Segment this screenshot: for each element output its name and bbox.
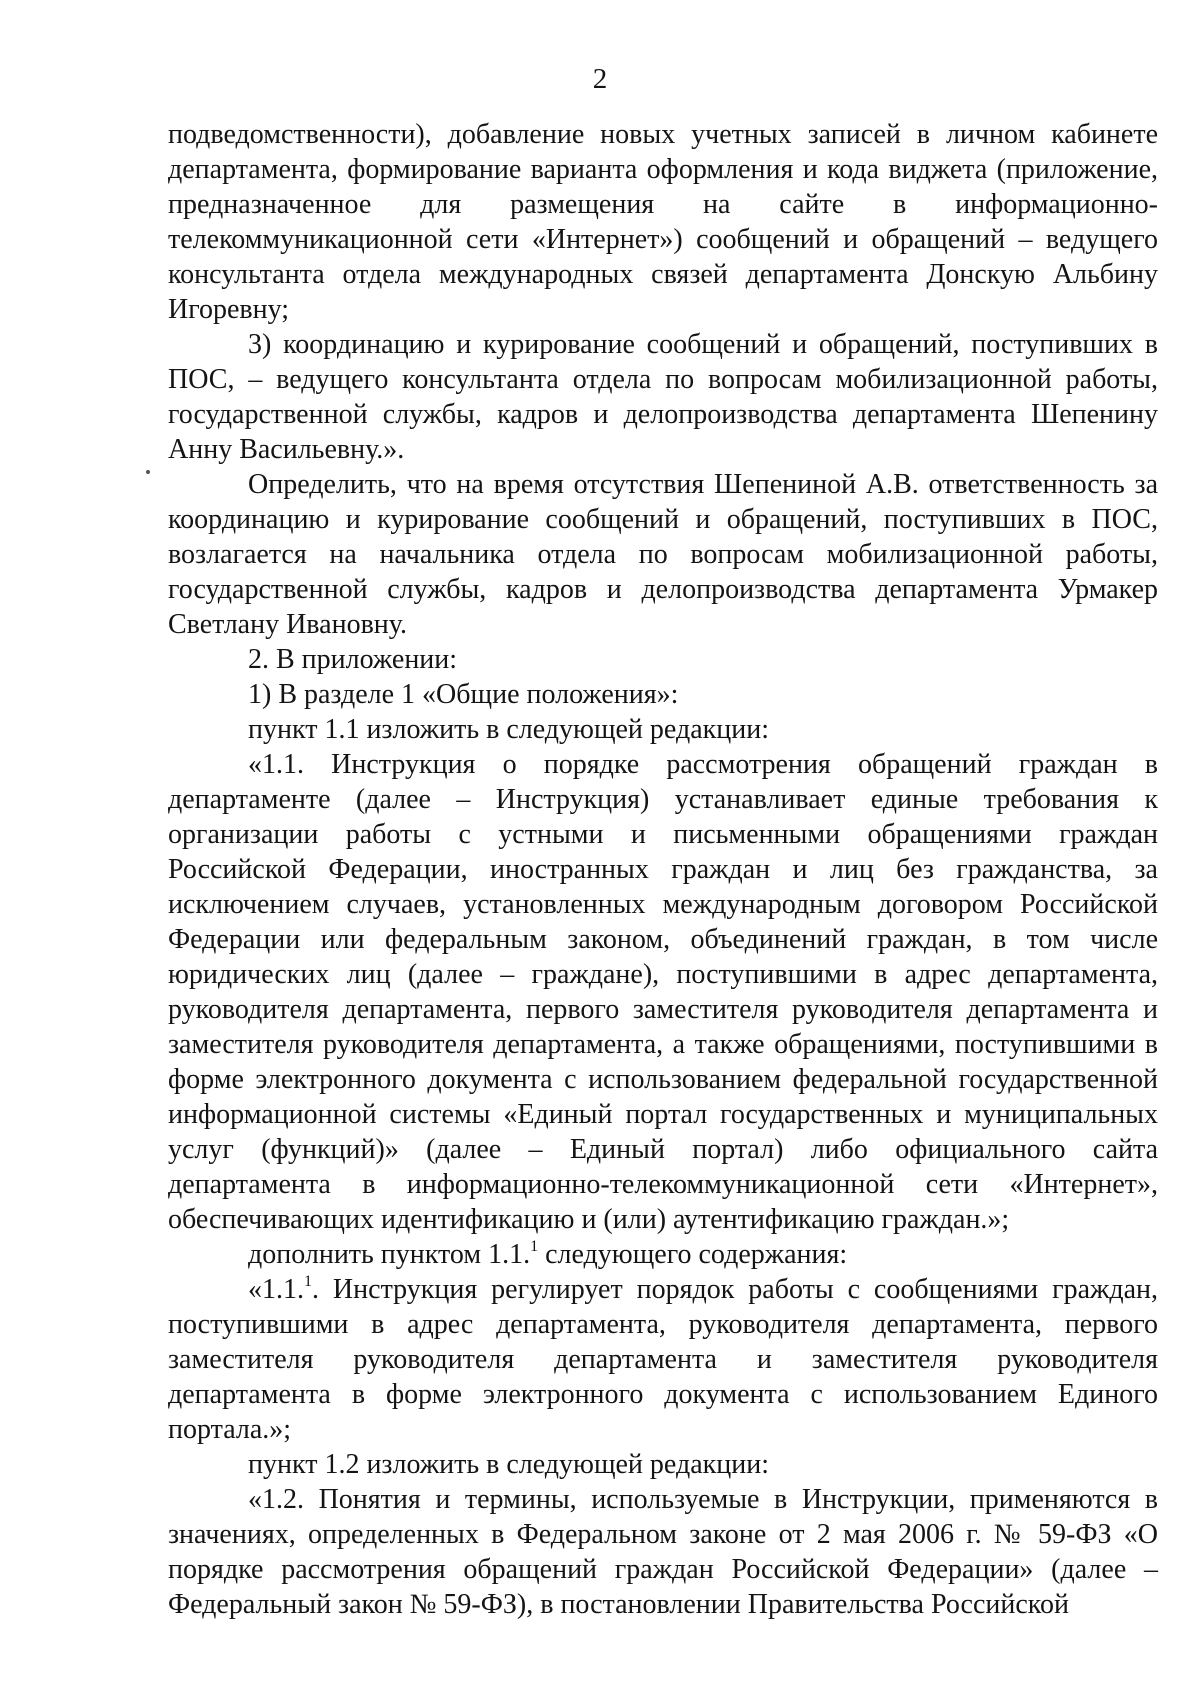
document-body [168, 117, 1158, 1622]
paragraph-point-1-1-1-text [168, 1272, 1158, 1447]
page-number: 2 [592, 63, 608, 95]
text-segment: . Инструкция регулирует порядок работы с сообщениями граждан, поступившими в адрес департамента, руководителя департамента, первого заместителя руководителя департамента и заместителя руководителя департамента в форме электронного документа с использованием Единого портала.»; [168, 1274, 1158, 1445]
paragraph-add-point-1-1-1 [168, 1237, 1158, 1272]
paragraph-item-3-coordination: 3) координацию и курирование сообщений и обращений, поступивших в ПОС, – ведущего консультанта отдела по вопросам мобилизационной работы, государственной службы, кадров и делопроизводства департамента Шепенину Анну Васильевну.». [168, 329, 1158, 465]
paragraph-continuation: подведомственности), добавление новых учетных записей в личном кабинете департамента, формирование варианта оформления и кода виджета (приложение, предназначенное для размещения на сайте в информационно-телекоммуникационной сети «Интернет») сообщений и обращений – ведущего консультанта отдела международных связей департамента Донскую Альбину Игоревну; [168, 119, 1158, 325]
superscript: 1 [530, 1238, 539, 1255]
paragraph-point-1-1-intro: пункт 1.1 изложить в следующей редакции: [248, 714, 769, 745]
paragraph-section-1-heading: 1) В разделе 1 «Общие положения»: [248, 679, 679, 710]
superscript: 1 [304, 1273, 312, 1290]
scan-speck [146, 470, 150, 474]
paragraph-point-1-1-text: «1.1. Инструкция о порядке рассмотрения обращений граждан в департаменте (далее – Инструкция) устанавливает единые требования к организации работы с устными и письменными обращениями граждан Российской Федерации, иностранных граждан и лиц без гражданства, за исключением случаев, установленных международным договором Российской Федерации или федеральным законом, объединений граждан, в том числе юридических лиц (далее – граждане), поступившими в адрес департамента, руководителя департамента, первого заместителя руководителя департамента и заместителя руководителя департамента, а также обращениями, поступившими в форме электронного документа с использованием федеральной государственной информационной системы «Единый портал государственных и муниципальных услуг (функций)» (далее – Единый портал) либо официального сайта департамента в информационно-телекоммуникационной сети «Интернет», обеспечивающих идентификацию и (или) аутентификацию граждан.»; [168, 749, 1158, 1235]
text-segment: следующего содержания: [538, 1239, 848, 1270]
paragraph-responsibility: Определить, что на время отсутствия Шепениной А.В. ответственность за координацию и курирование сообщений и обращений, поступивших в ПОС, возлагается на начальника отдела по вопросам мобилизационной работы, государственной службы, кадров и делопроизводства департамента Урмакер Светлану Ивановну. [168, 469, 1158, 640]
paragraph-section-2: 2. В приложении: [248, 644, 458, 675]
text-segment: «1.1. [248, 1274, 304, 1305]
paragraph-point-1-2-intro: пункт 1.2 изложить в следующей редакции: [248, 1449, 769, 1480]
text-segment: дополнить пунктом 1.1. [248, 1239, 531, 1270]
paragraph-point-1-2-text: «1.2. Понятия и термины, используемые в Инструкции, применяются в значениях, определенных в Федеральном законе от 2 мая 2006 г. № 59-ФЗ «О порядке рассмотрения обращений граждан Российской Федерации» (далее – Федеральный закон № 59-ФЗ), в постановлении Правительства Российской [168, 1484, 1158, 1620]
